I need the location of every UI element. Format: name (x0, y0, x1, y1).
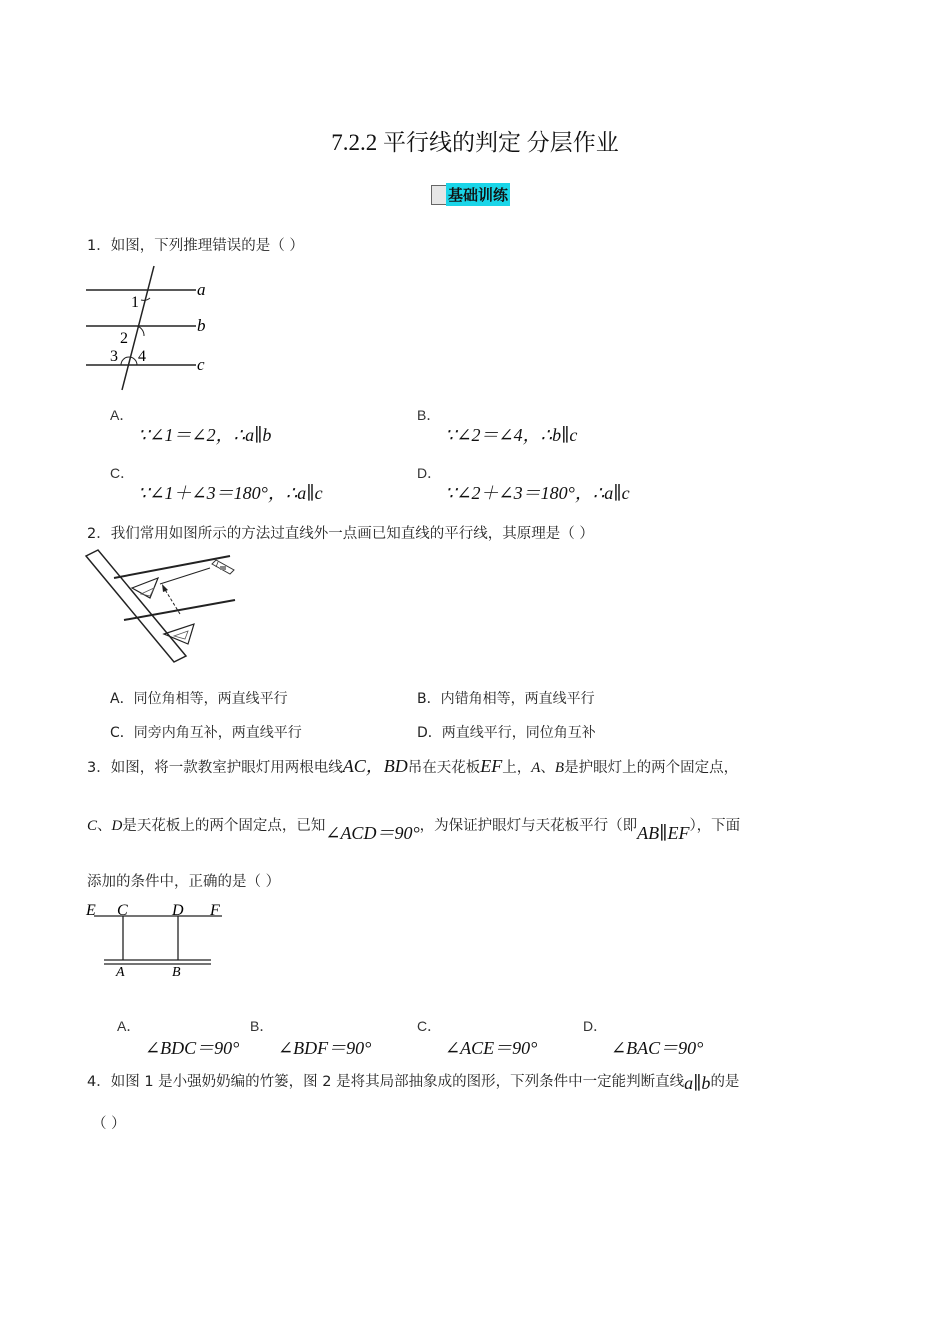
q1-angle-3: 3 (110, 348, 118, 365)
q3-option-d[interactable]: D． ∠BAC＝90° (583, 1018, 704, 1058)
badge-box (431, 185, 447, 205)
q3-label-c: C (117, 902, 128, 919)
q3-label-d: D (172, 902, 184, 919)
q4-stem-paren: （ ） (92, 1116, 126, 1132)
q1-label-b: b (197, 316, 206, 335)
q1-angle-1: 1 (131, 294, 139, 311)
section-badge (431, 183, 510, 206)
q1-option-b[interactable]: B． ∵∠2＝∠4，∴b∥c (417, 407, 578, 445)
q3-line-2: C、D是天花板上的两个固定点，已知∠ACD＝90°，为保证护眼灯与天花板平行（即AB∥EF），下面 (87, 818, 741, 843)
q3-option-b[interactable]: B． ∠BDF＝90° (250, 1018, 372, 1058)
q1-angle-4: 4 (138, 348, 146, 365)
q2-figure (84, 548, 240, 666)
q1-option-c[interactable]: C． ∵∠1＋∠3＝180°，∴a∥c (110, 465, 323, 503)
q2-option-d[interactable]: D．两直线平行，同位角互补 (417, 725, 596, 741)
q3-line-1: 3．如图，将一款教室护眼灯用两根电线AC，BD吊在天花板EF上，A、B是护眼灯上的两个固定点， (87, 756, 739, 776)
q1-label-c: c (197, 355, 205, 374)
q3-label-a: A (116, 965, 125, 980)
q1-option-a[interactable]: A． ∵∠1＝∠2，∴a∥b (110, 407, 272, 445)
q3-line-3: 添加的条件中，正确的是（ ） (87, 874, 281, 890)
section-label: 基础训练 (446, 183, 510, 206)
q3-option-c[interactable]: C． ∠ACE＝90° (417, 1018, 538, 1058)
q1-angle-2: 2 (120, 330, 128, 347)
q3-figure (84, 898, 229, 984)
page-title: 7.2.2 平行线的判定 分层作业 (331, 130, 619, 155)
q2-option-b[interactable]: B．内错角相等，两直线平行 (417, 691, 595, 707)
q1-option-d[interactable]: D． ∵∠2＋∠3＝180°，∴a∥c (417, 465, 630, 503)
q2-stem: 2．我们常用如图所示的方法过直线外一点画已知直线的平行线，其原理是（ ） (87, 526, 594, 542)
q3-label-e: E (86, 902, 96, 919)
q1-stem: 1．如图，下列推理错误的是（ ） (87, 238, 304, 254)
q4-stem: 4．如图 1 是小强奶奶编的竹篓，图 2 是将其局部抽象成的图形，下列条件中一定能判断直线a∥b的是 (87, 1073, 740, 1093)
q1-figure (84, 262, 224, 394)
q3-label-b: B (172, 965, 181, 980)
q2-option-c[interactable]: C．同旁内角互补，两直线平行 (110, 725, 302, 741)
q3-option-a[interactable]: A． ∠BDC＝90° (117, 1018, 240, 1058)
q1-label-a: a (197, 280, 206, 299)
q3-label-f: F (210, 902, 220, 919)
q2-option-a[interactable]: A．同位角相等，两直线平行 (110, 691, 288, 707)
